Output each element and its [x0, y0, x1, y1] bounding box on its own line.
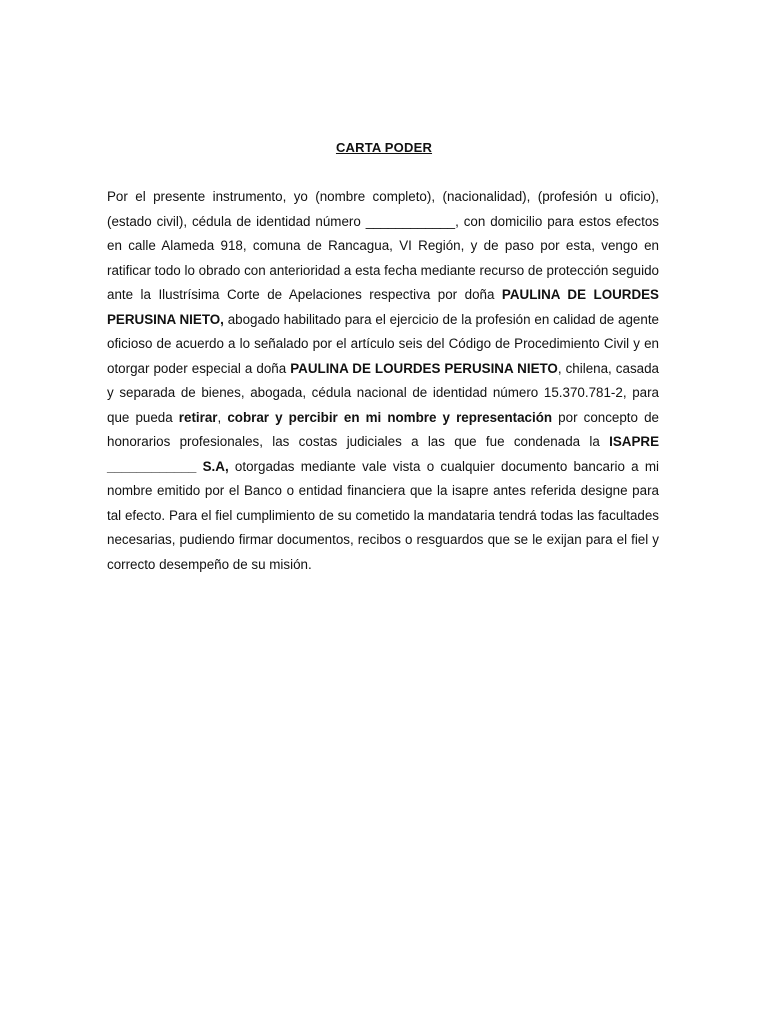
text-segment: otorgadas mediante vale vista o cualquier documento bancario a mi nombre emitido por el Banco o entidad financiera que la isapre antes referida designe para tal efecto. Para el fiel cumplimiento de su cometido la mandataria tendrá todas las facultades necesarias, pudiendo firmar documentos, recibos o resguardos que se le exijan para el fiel y correcto desempeño de su misión.: [107, 458, 659, 572]
bold-text-segment: PAULINA DE LOURDES PERUSINA NIETO: [290, 360, 558, 376]
document-title: CARTA PODER: [335, 140, 433, 155]
text-segment: , chilena, casada y separada de bienes, abogada, cédula nacional de identidad número 15.370.781-2, para que pueda: [107, 360, 659, 425]
bold-text-segment: retirar: [178, 409, 218, 425]
text-segment: Por el presente instrumento, yo (nombre completo), (nacionalidad), (profesión u oficio), (estado civil), cédula de identidad número ____________, con domicilio para estos efectos en calle Alameda 918, comuna de Rancagua, VI Región, y de paso por esta, vengo en ratificar todo lo obrado con anterioridad a esta fecha mediante recurso de protección seguido ante la Ilustrísima Corte de Apelaciones respectiva por doña: [107, 189, 659, 302]
text-segment: ,: [217, 409, 228, 425]
document-body: [107, 185, 659, 577]
bold-text-segment: ISAPRE ____________ S.A,: [107, 434, 659, 474]
text-segment: abogado habilitado para el ejercicio de la profesión en calidad de agente oficioso de acuerdo a lo señalado por el artículo seis del Código de Procedimiento Civil y en otorgar poder especial a doña: [107, 311, 659, 376]
text-segment: por concepto de honorarios profesionales, las costas judiciales a las que fue condenada la: [107, 409, 659, 449]
bold-text-segment: PAULINA DE LOURDES PERUSINA NIETO,: [107, 287, 659, 327]
bold-text-segment: cobrar y percibir en mi nombre y representación: [227, 409, 553, 425]
